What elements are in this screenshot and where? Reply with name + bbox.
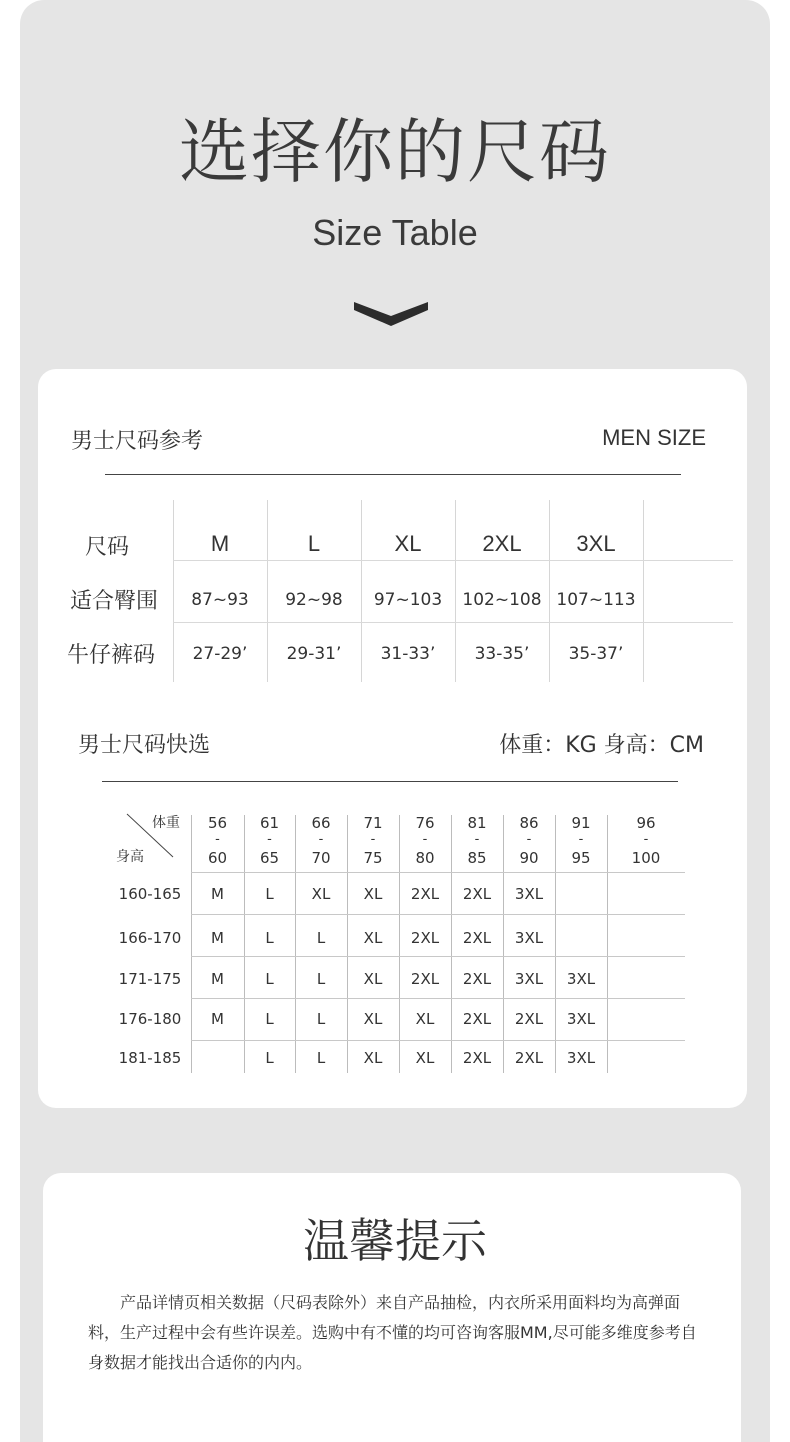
size-label: 2XL: [482, 531, 522, 556]
row-label: 尺码: [85, 535, 130, 560]
size-label: 3XL: [576, 531, 616, 556]
weight-to: 80: [415, 849, 435, 867]
size-cell: 3XL: [514, 885, 544, 903]
table-row-divider: [191, 1040, 685, 1041]
weight-from: 56: [207, 814, 228, 832]
weight-from: 81: [467, 814, 487, 832]
table-row-divider: [173, 622, 733, 623]
weight-to: 75: [363, 849, 383, 867]
size-cell: XL: [363, 970, 383, 988]
size-cell: L: [316, 929, 326, 947]
size-cell: XL: [415, 1049, 435, 1067]
hip-value: 102~108: [462, 590, 542, 610]
weight-from: 76: [415, 814, 435, 832]
size-cell: L: [265, 1049, 274, 1067]
jeans-value: 29-31’: [286, 644, 342, 664]
height-label: 166-170: [118, 929, 182, 947]
height-label: 181-185: [118, 1049, 182, 1067]
size-cell: 2XL: [410, 929, 440, 947]
row-label: 适合臀围: [70, 589, 159, 614]
row-label: 牛仔裤码: [67, 643, 156, 668]
table-row-divider: [191, 914, 685, 915]
size-cell: M: [211, 1010, 224, 1028]
size-label: M: [210, 531, 230, 556]
page-title: 选择你的尺码: [179, 111, 611, 193]
size-cell: L: [265, 970, 274, 988]
weight-to: 65: [259, 849, 280, 867]
weight-sep: -: [578, 832, 584, 847]
size-label: XL: [394, 531, 422, 556]
weight-to: 100: [631, 849, 661, 867]
jeans-value: 31-33’: [380, 644, 436, 664]
size-cell: 2XL: [462, 929, 492, 947]
corner-diagonal: [126, 813, 176, 859]
height-label: 171-175: [118, 970, 182, 988]
weight-from: 96: [636, 814, 656, 832]
hip-value: 87~93: [191, 590, 249, 610]
weight-from: 91: [571, 814, 591, 832]
table-row-divider: [191, 956, 685, 957]
hip-value: 97~103: [373, 590, 443, 610]
quick-select-units: 体重：KG 身高：CM: [499, 733, 704, 758]
hip-value: 107~113: [556, 590, 636, 610]
weight-from: 66: [311, 814, 331, 832]
weight-from: 86: [519, 814, 539, 832]
jeans-value: 27-29’: [192, 644, 248, 664]
size-cell: XL: [311, 885, 331, 903]
size-cell: 2XL: [462, 1010, 492, 1028]
divider: [105, 474, 681, 475]
weight-sep: -: [370, 832, 376, 847]
weight-sep: -: [267, 832, 272, 847]
size-cell: 2XL: [514, 1010, 544, 1028]
height-label: 160-165: [118, 885, 182, 903]
divider: [102, 781, 678, 782]
weight-to: 70: [311, 849, 331, 867]
size-label: L: [307, 531, 321, 556]
weight-to: 60: [207, 849, 228, 867]
corner-weight-label: 体重: [152, 815, 180, 831]
size-cell: L: [265, 929, 274, 947]
size-cell: 3XL: [514, 929, 544, 947]
height-label: 176-180: [118, 1010, 182, 1028]
weight-to: 95: [571, 849, 591, 867]
weight-sep: -: [526, 832, 532, 847]
size-reference-title: 男士尺码参考: [71, 429, 204, 454]
weight-to: 90: [519, 849, 539, 867]
size-cell: 3XL: [566, 1010, 596, 1028]
weight-sep: -: [215, 832, 220, 847]
table-row-divider: [191, 872, 685, 873]
size-cell: L: [265, 1010, 274, 1028]
tips-text: 产品详情页相关数据（尺码表除外）来自产品抽检，内衣所采用面料均为高弹面料，生产过程中会有些许误差。选购中有不懂的均可咨询客服MM,尽可能多维度参考自身数据才能找出合适你的内内。: [88, 1293, 697, 1372]
size-cell: 3XL: [566, 1049, 596, 1067]
size-cell: L: [316, 970, 326, 988]
size-cell: 2XL: [462, 885, 492, 903]
size-cell: L: [316, 1049, 326, 1067]
weight-sep: -: [474, 832, 480, 847]
weight-sep: -: [422, 832, 428, 847]
size-cell: XL: [363, 929, 383, 947]
weight-sep: -: [643, 832, 649, 847]
size-reference-title-en: MEN SIZE: [602, 425, 706, 450]
table-row-divider: [191, 998, 685, 999]
size-cell: 2XL: [410, 970, 440, 988]
size-cell: 2XL: [514, 1049, 544, 1067]
weight-to: 85: [467, 849, 487, 867]
table-row-divider: [173, 560, 733, 561]
size-cell: XL: [363, 1049, 383, 1067]
size-cell: 2XL: [462, 970, 492, 988]
corner-height-label: 身高: [116, 849, 144, 865]
tips-title: 温馨提示: [303, 1214, 487, 1268]
table-col-divider: [643, 500, 644, 682]
weight-from: 71: [363, 814, 383, 832]
size-cell: 2XL: [410, 885, 440, 903]
chevron-down-icon: [352, 296, 430, 330]
weight-sep: -: [318, 832, 324, 847]
size-cell: L: [265, 885, 274, 903]
size-cell: XL: [363, 1010, 383, 1028]
size-cell: XL: [415, 1010, 435, 1028]
size-cell: 3XL: [566, 970, 596, 988]
size-cell: 3XL: [514, 970, 544, 988]
size-cell: M: [211, 929, 224, 947]
weight-from: 61: [259, 814, 280, 832]
size-cell: XL: [363, 885, 383, 903]
size-cell: L: [316, 1010, 326, 1028]
size-cell: 2XL: [462, 1049, 492, 1067]
page-subtitle: Size Table: [312, 212, 478, 253]
jeans-value: 33-35’: [474, 644, 530, 664]
quick-select-title: 男士尺码快选: [78, 733, 211, 758]
size-cell: M: [211, 970, 224, 988]
size-cell: M: [211, 885, 224, 903]
hip-value: 92~98: [285, 590, 343, 610]
jeans-value: 35-37’: [568, 644, 624, 664]
